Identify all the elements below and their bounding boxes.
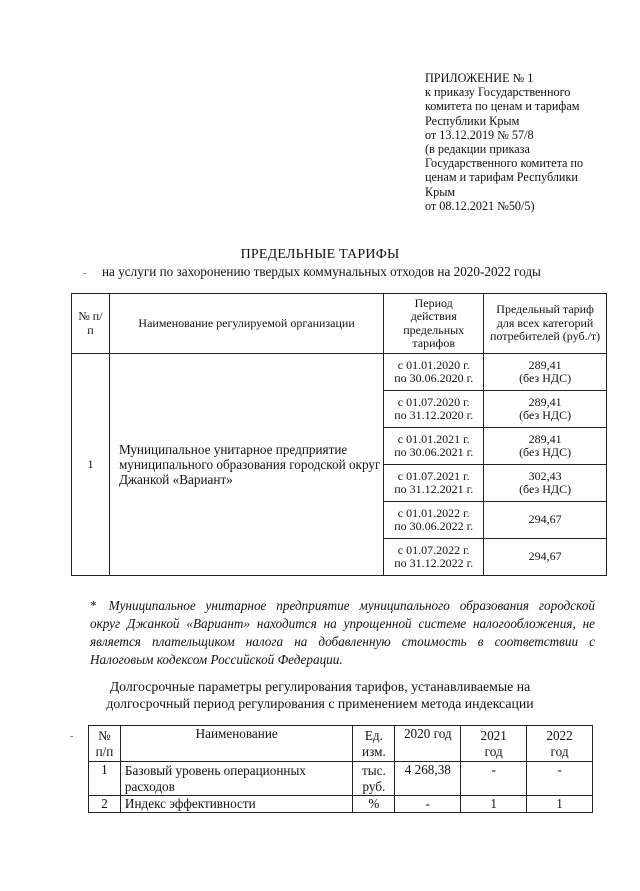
header-year-line: 2021: [480, 728, 507, 743]
period-end: по 30.06.2021 г.: [394, 445, 474, 459]
tariff-table-header: [72, 294, 607, 354]
period-cell: [384, 428, 484, 465]
period-start: с 01.01.2022 г.: [397, 505, 470, 520]
tariff-cell: [484, 428, 607, 465]
header-2022: [527, 726, 593, 762]
footnote-text: Муниципальное унитарное предприятие муниципального образования городской округ Джанкой «Вариант» находится на упрощенной системе налогообложения, не является плательщиком налога на добавленную стоимость в соответствии с Налоговым кодексом Российской Федерации.: [90, 598, 595, 667]
appendix-line: ценам и тарифам Республики: [425, 170, 578, 185]
header-unit-line: изм.: [362, 743, 386, 759]
param-2020: 4 268,38: [395, 762, 461, 796]
tariff-cell: [484, 502, 607, 539]
period-end: по 31.12.2021 г.: [394, 482, 474, 496]
row-num: 1: [89, 762, 121, 796]
long-term-heading-line: Долгосрочные параметры регулирования тарифов, устанавливаемые на: [109, 679, 531, 694]
period-start: с 01.07.2022 г.: [397, 542, 470, 557]
tariff-value: 302,43: [528, 468, 562, 483]
period-cell: [384, 354, 484, 391]
vat-note: (без НДС): [519, 445, 572, 459]
header-2020: 2020 год: [395, 726, 461, 762]
period-cell: [384, 465, 484, 502]
table-row: [72, 354, 607, 391]
tariff-cell: [484, 539, 607, 576]
param-unit: тыс. руб.: [353, 762, 395, 796]
appendix-line: (в редакции приказа: [425, 142, 530, 157]
footnote: [90, 597, 595, 669]
appendix-line: Крым: [425, 184, 456, 199]
header-num-line: п/п: [95, 743, 114, 759]
param-unit: %: [353, 796, 395, 813]
period-end: по 31.12.2022 г.: [394, 556, 474, 570]
params-table-header: [89, 726, 593, 762]
footnote-star: *: [90, 598, 97, 613]
row-num: 1: [72, 354, 110, 576]
param-name: Индекс эффективности: [120, 796, 353, 813]
header-unit-line: Ед.: [364, 728, 383, 743]
param-2021: -: [461, 762, 527, 796]
tariff-cell: [484, 391, 607, 428]
scan-mark: -: [83, 268, 87, 279]
long-term-heading-line: долгосрочный период регулирования с применением метода индексации: [106, 696, 534, 711]
header-year-line: год: [484, 743, 503, 759]
period-end: по 31.12.2020 г.: [394, 408, 474, 422]
header-name: Наименование: [120, 726, 353, 762]
header-tariff: Предельный тариф для всех категорий потребителей (руб./т): [484, 294, 607, 354]
appendix-line: к приказу Государственного: [425, 85, 571, 100]
params-table: [88, 725, 593, 813]
param-2020: -: [395, 796, 461, 813]
header-2021: [461, 726, 527, 762]
appendix-block: [425, 71, 625, 213]
appendix-line: ПРИЛОЖЕНИЕ № 1: [425, 71, 534, 85]
vat-note: (без НДС): [519, 371, 572, 385]
appendix-line: Республики Крым: [425, 113, 520, 128]
tariff-value: 289,41: [528, 431, 562, 446]
appendix-line: от 08.12.2021 №50/5): [425, 198, 535, 213]
header-org-name: Наименование регулируемой организации: [109, 294, 383, 354]
org-name: Муниципальное унитарное предприятие муниципального образования городской округ Джанкой «Вариант»: [109, 354, 383, 576]
param-2022: -: [527, 762, 593, 796]
period-cell: [384, 391, 484, 428]
param-2022: 1: [527, 796, 593, 813]
header-num: [89, 726, 121, 762]
period-cell: [384, 502, 484, 539]
tariff-value: 294,67: [528, 512, 562, 527]
table-row: [89, 762, 593, 796]
period-cell: [384, 539, 484, 576]
param-name: Базовый уровень операционных расходов: [120, 762, 353, 796]
appendix-line: от 13.12.2019 № 57/8: [425, 127, 534, 142]
vat-note: (без НДС): [519, 408, 572, 422]
scan-mark: -: [70, 731, 74, 742]
header-year-line: 2022: [546, 728, 573, 743]
period-end: по 30.06.2020 г.: [394, 371, 474, 385]
row-num: 2: [89, 796, 121, 813]
tariff-value: 289,41: [528, 394, 562, 409]
tariff-cell: [484, 354, 607, 391]
period-start: с 01.07.2020 г.: [397, 394, 470, 409]
header-year-line: год: [550, 743, 569, 759]
header-period: Период действия предельных тарифов: [384, 294, 484, 354]
tariff-table: [71, 293, 607, 576]
period-start: с 01.07.2021 г.: [397, 468, 470, 483]
table-row: [89, 796, 593, 813]
header-unit: [353, 726, 395, 762]
document-subtitle: на услуги по захоронению твердых коммунальных отходов на 2020-2022 годы: [102, 264, 541, 279]
header-num-line: №: [98, 728, 111, 743]
vat-note: (без НДС): [519, 482, 572, 496]
period-end: по 30.06.2022 г.: [394, 519, 474, 533]
tariff-value: 289,41: [528, 357, 562, 372]
document-title: ПРЕДЕЛЬНЫЕ ТАРИФЫ: [240, 247, 400, 262]
long-term-heading: [0, 678, 640, 712]
period-start: с 01.01.2021 г.: [397, 431, 470, 446]
tariff-cell: [484, 465, 607, 502]
period-start: с 01.01.2020 г.: [397, 357, 470, 372]
tariff-value: 294,67: [528, 549, 562, 564]
appendix-line: Государственного комитета по: [425, 156, 584, 171]
header-num: № п/п: [72, 294, 110, 354]
param-2021: 1: [461, 796, 527, 813]
appendix-line: комитета по ценам и тарифам: [425, 99, 580, 114]
